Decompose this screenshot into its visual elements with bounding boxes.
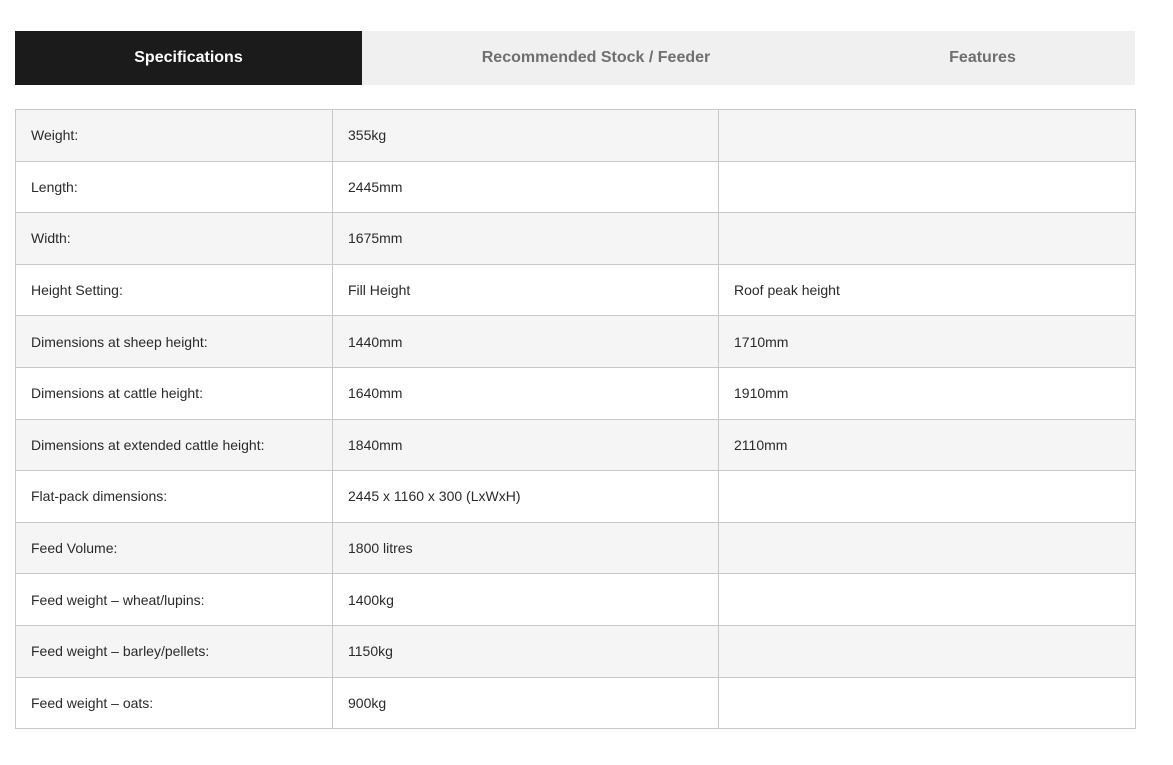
tab-recommended-stock-feeder[interactable]: Recommended Stock / Feeder bbox=[481, 49, 711, 66]
spec-label: Feed Volume: bbox=[16, 522, 333, 574]
spec-label: Feed weight – barley/pellets: bbox=[16, 625, 333, 677]
spec-extra bbox=[719, 677, 1136, 729]
spec-value: 1675mm bbox=[333, 213, 719, 265]
spec-label: Feed weight – wheat/lupins: bbox=[16, 574, 333, 626]
spec-value: 2445mm bbox=[333, 161, 719, 213]
spec-extra: 2110mm bbox=[719, 419, 1136, 471]
spec-label: Height Setting: bbox=[16, 264, 333, 316]
spec-value: 1800 litres bbox=[333, 522, 719, 574]
table-row bbox=[16, 367, 1136, 419]
table-row bbox=[16, 522, 1136, 574]
spec-value: 355kg bbox=[333, 110, 719, 162]
table-row bbox=[16, 316, 1136, 368]
table-row bbox=[16, 677, 1136, 729]
spec-label: Weight: bbox=[16, 110, 333, 162]
table-row bbox=[16, 110, 1136, 162]
spec-value: 1840mm bbox=[333, 419, 719, 471]
table-row bbox=[16, 419, 1136, 471]
spec-label: Flat-pack dimensions: bbox=[16, 471, 333, 523]
spec-label: Feed weight – oats: bbox=[16, 677, 333, 729]
spec-extra bbox=[719, 213, 1136, 265]
tab-bar bbox=[15, 31, 1135, 85]
table-row bbox=[16, 471, 1136, 523]
table-row bbox=[16, 574, 1136, 626]
spec-label: Width: bbox=[16, 213, 333, 265]
spec-label: Dimensions at sheep height: bbox=[16, 316, 333, 368]
table-row bbox=[16, 625, 1136, 677]
table-row bbox=[16, 213, 1136, 265]
spec-value: 1440mm bbox=[333, 316, 719, 368]
spec-value: 2445 x 1160 x 300 (LxWxH) bbox=[333, 471, 719, 523]
spec-extra bbox=[719, 522, 1136, 574]
spec-label: Dimensions at extended cattle height: bbox=[16, 419, 333, 471]
tab-features[interactable]: Features bbox=[949, 49, 1016, 66]
spec-extra: 1910mm bbox=[719, 367, 1136, 419]
table-row bbox=[16, 161, 1136, 213]
spec-extra bbox=[719, 161, 1136, 213]
spec-extra: Roof peak height bbox=[719, 264, 1136, 316]
table-row bbox=[16, 264, 1136, 316]
spec-value: 1640mm bbox=[333, 367, 719, 419]
specifications-table bbox=[15, 109, 1136, 729]
spec-label: Length: bbox=[16, 161, 333, 213]
spec-value: Fill Height bbox=[333, 264, 719, 316]
spec-extra bbox=[719, 110, 1136, 162]
spec-value: 1150kg bbox=[333, 625, 719, 677]
spec-value: 1400kg bbox=[333, 574, 719, 626]
spec-value: 900kg bbox=[333, 677, 719, 729]
tab-specifications[interactable]: Specifications bbox=[15, 31, 362, 85]
spec-extra: 1710mm bbox=[719, 316, 1136, 368]
spec-label: Dimensions at cattle height: bbox=[16, 367, 333, 419]
spec-extra bbox=[719, 625, 1136, 677]
spec-extra bbox=[719, 471, 1136, 523]
spec-extra bbox=[719, 574, 1136, 626]
